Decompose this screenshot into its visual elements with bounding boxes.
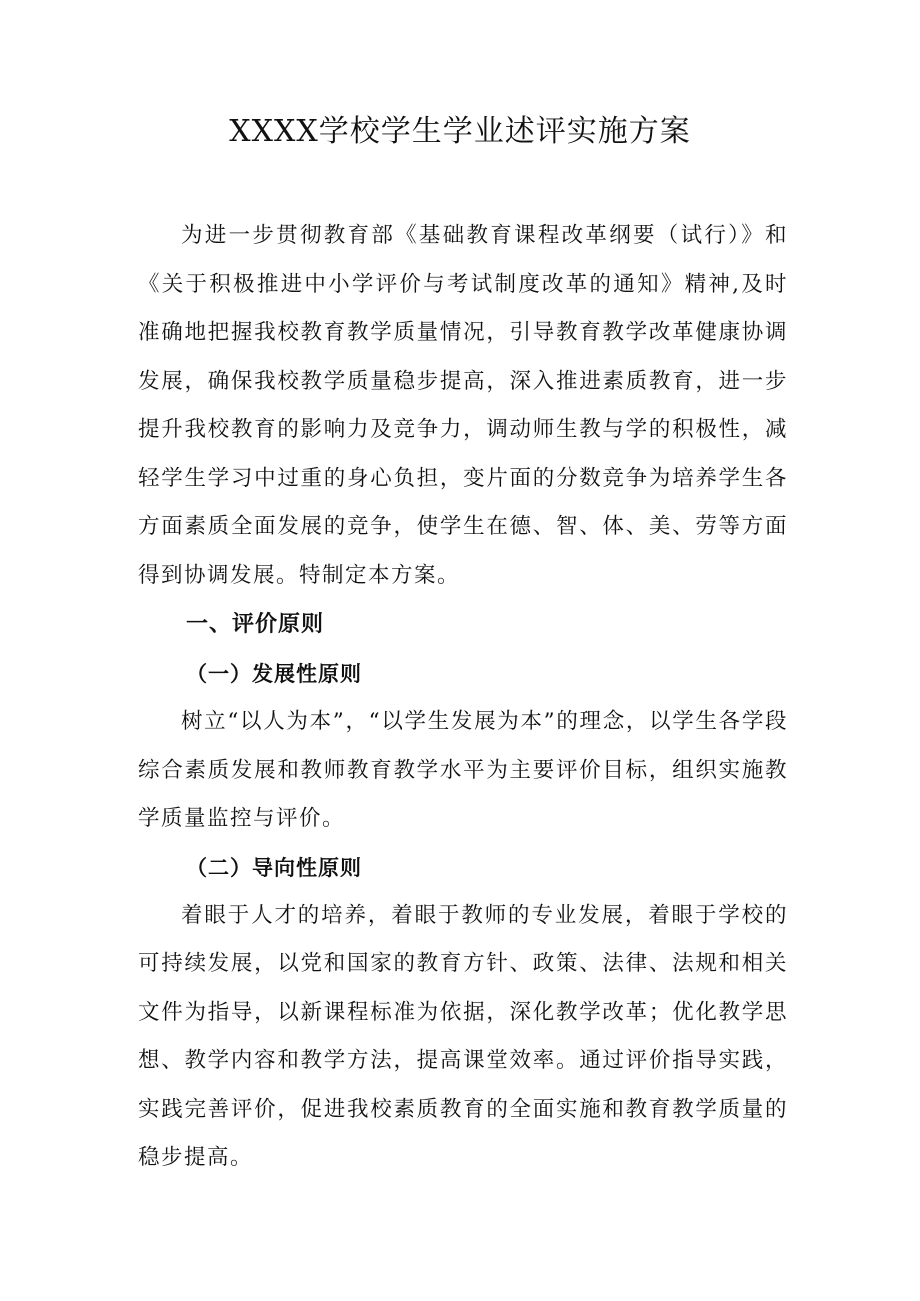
- subsection-heading-guidance: （二）导向性原则: [186, 855, 362, 880]
- subsection-heading-developmental: （一）发展性原则: [186, 662, 362, 686]
- developmental-principle-paragraph: 树立“以人为本”，“以学生发展为本”的理念，以学生各学段综合素质发展和教师教育教学水平为主要评价目标，组织实施教学质量监控与评价。: [138, 709, 788, 831]
- document-title: XXXX学校学生学业述评实施方案: [229, 114, 691, 149]
- guidance-principle-paragraph: 着眼于人才的培养，着眼于教师的专业发展，着眼于学校的可持续发展，以党和国家的教育方针、政策、法律、法规和相关文件为指导，以新课程标准为依据，深化教学改革；优化教学思想、教学内容和教学方法，提高课堂效率。通过评价指导实践，实践完善评价，促进我校素质教育的全面实施和教育教学质量的稳步提高。: [138, 902, 788, 1170]
- intro-paragraph: 为进一步贯彻教育部《基础教育课程改革纲要（试行）》和《关于积极推进中小学评价与考试制度改革的通知》精神,及时准确地把握我校教育教学质量情况，引导教育教学改革健康协调发展，确保我校教学质量稳步提高，深入推进素质教育，进一步提升我校教育的影响力及竞争力，调动师生教与学的积极性，减轻学生学习中过重的身心负担，变片面的分数竞争为培养学生各方面素质全面发展的竞争，使学生在德、智、体、美、劳等方面得到协调发展。特制定本方案。: [138, 223, 788, 588]
- document-body: [138, 212, 788, 1183]
- section-heading-evaluation-principles: 一、评价原则: [186, 612, 325, 637]
